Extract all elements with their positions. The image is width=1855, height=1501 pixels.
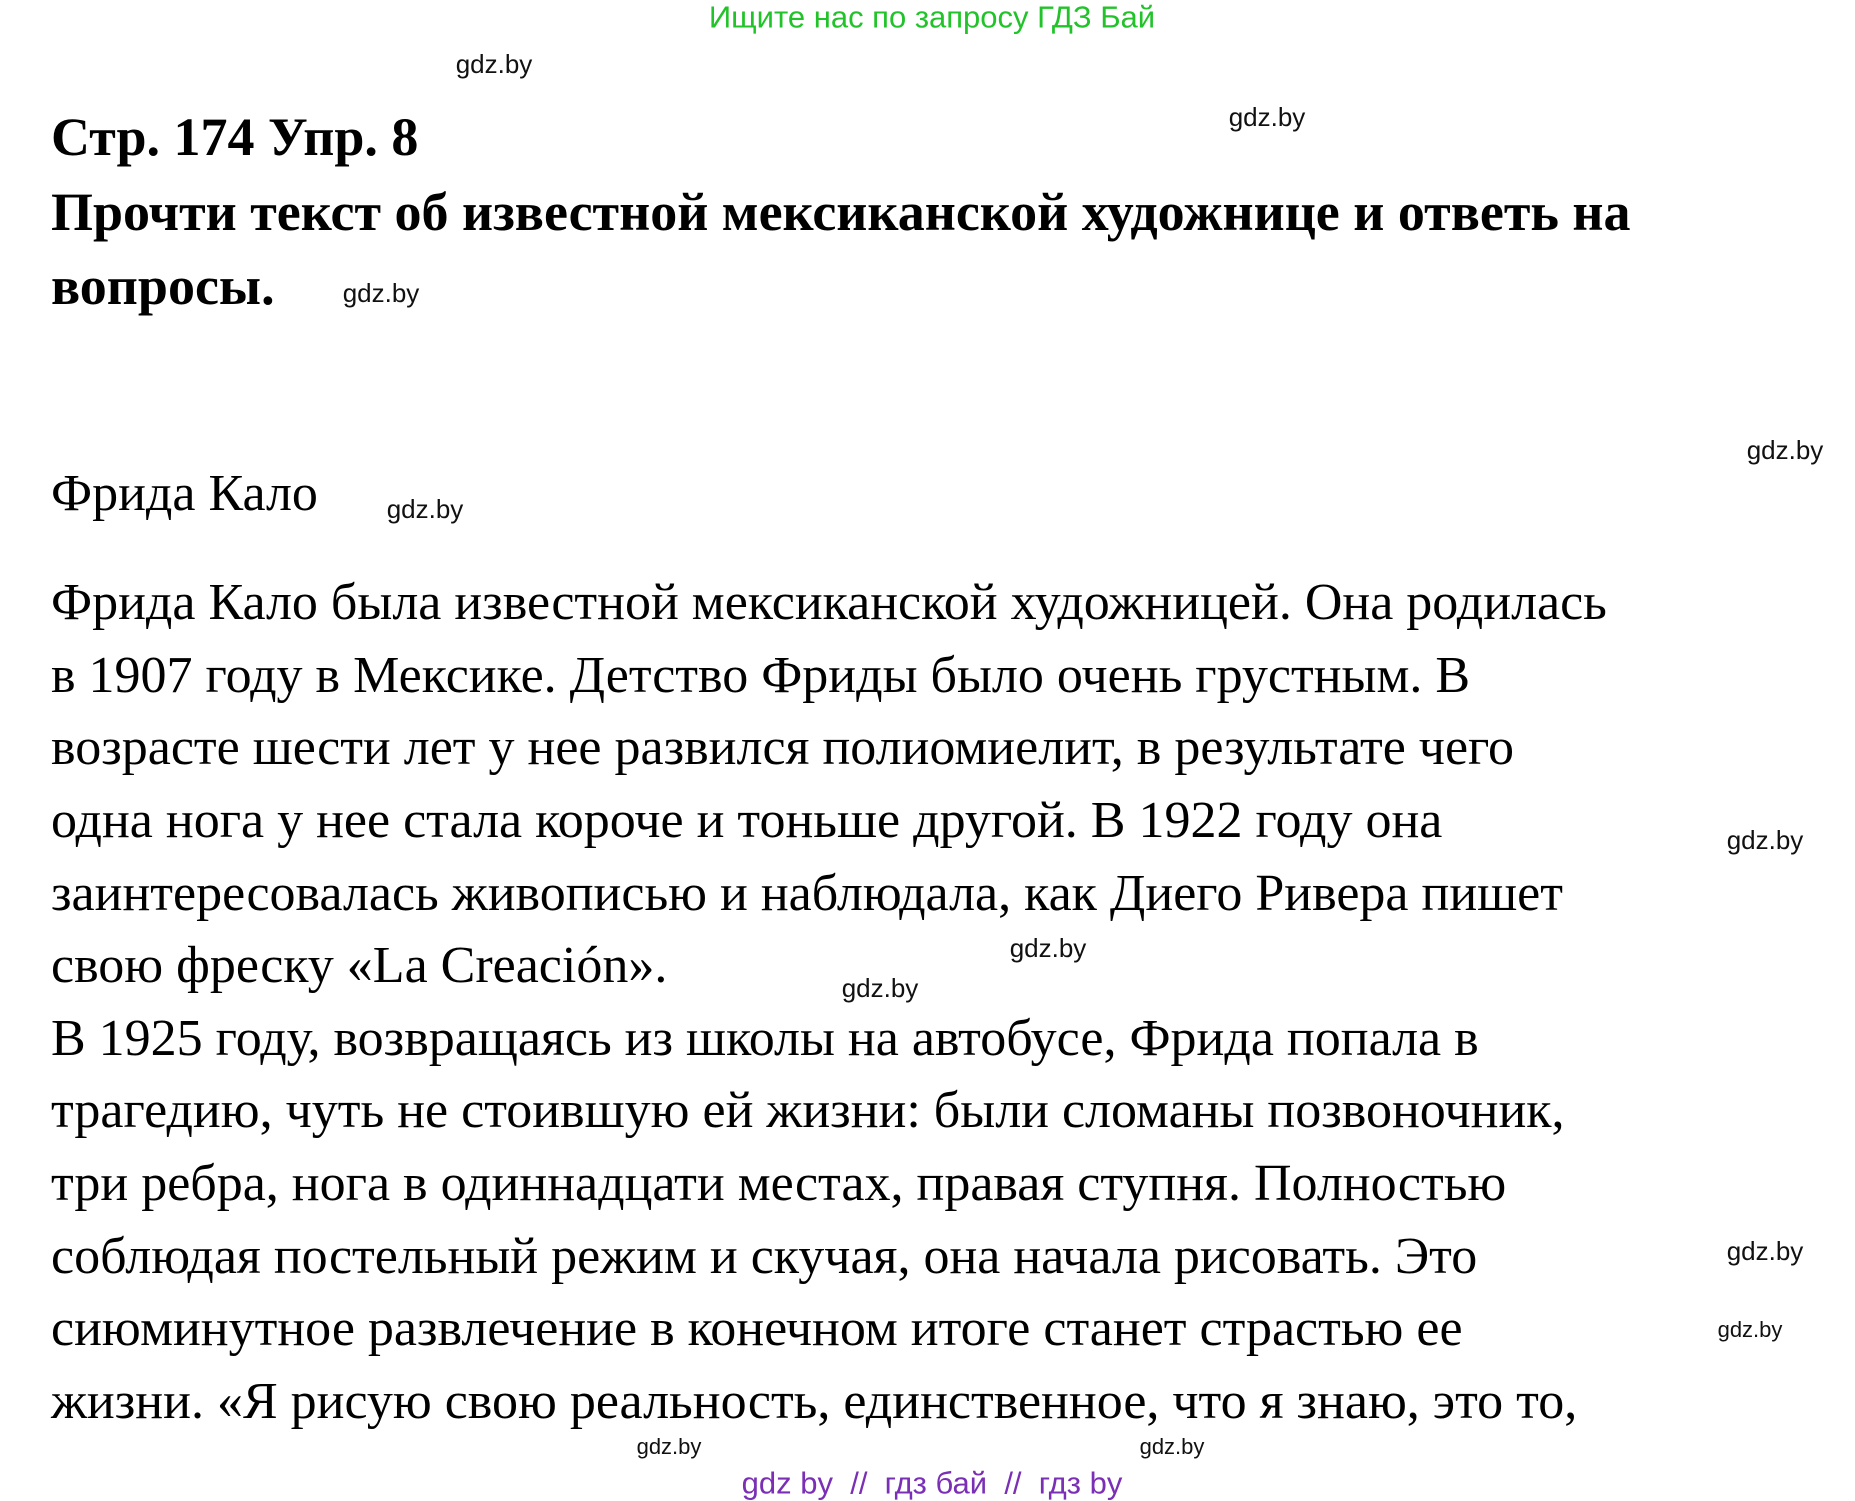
watermark: gdz.by bbox=[386, 494, 464, 524]
body-line: жизни. «Я рисую свою реальность, единственное, что я знаю, это то, bbox=[51, 1373, 1578, 1430]
body-line: одна нога у нее стала короче и тоньше другой. В 1922 году она bbox=[51, 792, 1443, 849]
body-line: сиюминутное развлечение в конечном итоге станет страстью ее bbox=[51, 1300, 1463, 1357]
watermark: gdz.by bbox=[1009, 933, 1087, 963]
body-line: соблюдая постельный режим и скучая, она начала рисовать. Это bbox=[51, 1228, 1478, 1285]
watermark: gdz.by bbox=[1139, 1434, 1205, 1459]
watermark: gdz.by bbox=[841, 973, 919, 1003]
body-line: В 1925 году, возвращаясь из школы на автобусе, Фрида попала в bbox=[51, 1010, 1479, 1067]
watermark: gdz.by bbox=[1228, 102, 1306, 132]
body-line: трагедию, чуть не стоившую ей жизни: были сломаны позвоночник, bbox=[51, 1082, 1565, 1139]
body-line: свою фреску «La Creación». bbox=[51, 937, 668, 994]
watermark: gdz.by bbox=[342, 278, 420, 308]
watermark: gdz.by bbox=[636, 1434, 702, 1459]
text-title: Фрида Кало bbox=[51, 465, 318, 522]
body-line: три ребра, нога в одиннадцати местах, правая ступня. Полностью bbox=[51, 1155, 1507, 1212]
task-instruction-line-1: Прочти текст об известной мексиканской художнице и ответь на bbox=[51, 182, 1631, 242]
task-instruction-line-2: вопросы. bbox=[51, 256, 275, 316]
search-banner: Ищите нас по запросу ГДЗ Бай bbox=[708, 0, 1156, 35]
body-line: в 1907 году в Мексике. Детство Фриды было очень грустным. В bbox=[51, 647, 1471, 704]
body-line: Фрида Кало была известной мексиканской художницей. Она родилась bbox=[51, 574, 1607, 631]
watermark: gdz.by bbox=[455, 49, 533, 79]
body-line: возрасте шести лет у нее развился полиомиелит, в результате чего bbox=[51, 719, 1515, 776]
watermark: gdz.by bbox=[1726, 825, 1804, 855]
page-exercise-reference: Стр. 174 Упр. 8 bbox=[51, 107, 419, 167]
watermark: gdz.by bbox=[1717, 1317, 1783, 1342]
body-line: заинтересовалась живописью и наблюдала, как Диего Ривера пишет bbox=[51, 865, 1563, 922]
watermark: gdz.by bbox=[1726, 1236, 1804, 1266]
footer-watermark: gdz by // гдз бай // гдз by bbox=[741, 1465, 1123, 1501]
watermark: gdz.by bbox=[1746, 435, 1824, 465]
